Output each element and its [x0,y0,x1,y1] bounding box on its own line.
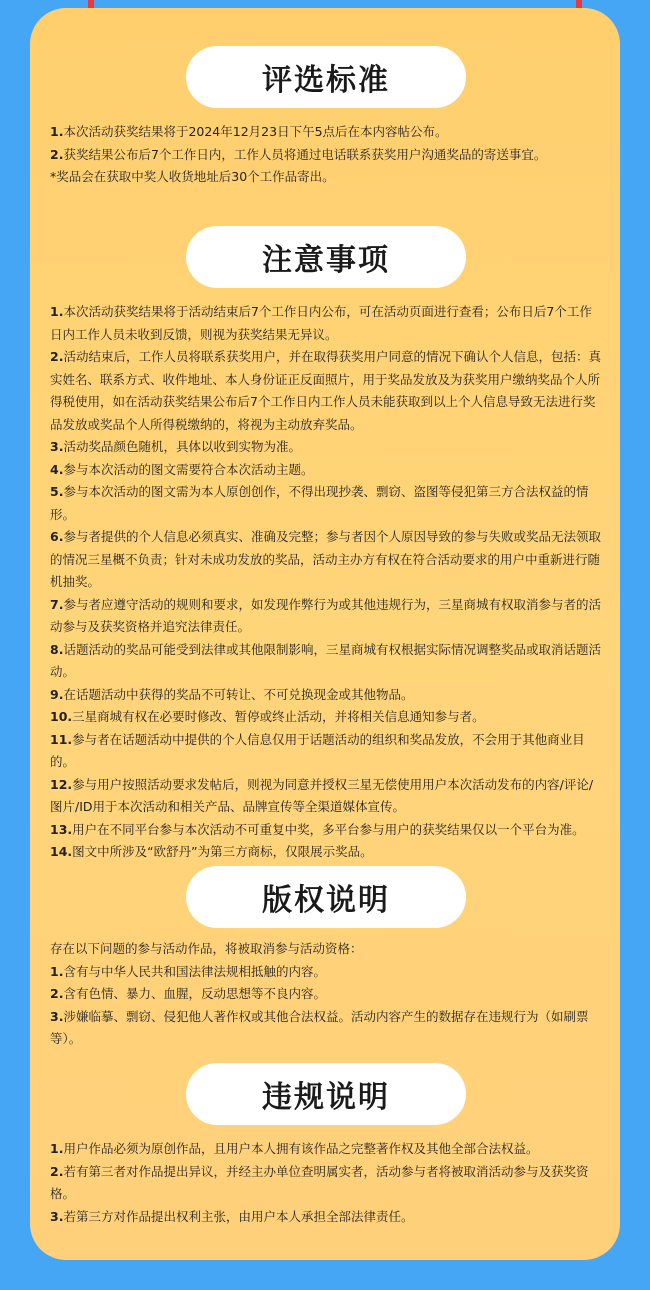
list-item: 9.在话题活动中获得的奖品不可转让、不可兑换现金或其他物品。 [50,686,414,702]
list-item: 1.用户作品必须为原创作品，且用户本人拥有该作品之完整著作权及其他全部合法权益。 [50,1141,539,1156]
section-title-selection-criteria: 评选标准 [186,46,466,108]
list-item: 4.参与本次活动的图文需要符合本次活动主题。 [50,461,314,477]
list-item: 2.活动结束后，工作人员将联系获奖用户，并在取得获奖用户同意的情况下确认个人信息，包括：真实姓名、联系方式、收件地址、本人身份证正反面照片，用于奖品发放及为获奖用户缴纳奖品个人所得税使用，如在活动获奖结果公布后7个工作日内工作人员未能获取到以上个人信息导致无法进行奖品发放或奖品个人所得税缴纳的，将视为主动放弃奖品。 [50,349,601,432]
list-item: 2.含有色情、暴力、血腥，反动思想等不良内容。 [50,986,326,1001]
list-item: 11.参与者在话题活动中提供的个人信息仅用于话题活动的组织和奖品发放，不会用于其他商业目的。 [50,731,585,769]
rules-card [30,8,620,1260]
list-item: 2.若有第三者对作品提出异议，并经主办单位查明属实者，活动参与者将被取消活动参与及获奖资格。 [50,1163,589,1201]
section-title-violations: 违规说明 [186,1063,466,1125]
copyright-body [50,938,602,1051]
selection-criteria-body [50,121,602,189]
list-item: 1.含有与中华人民共和国法律法规相抵触的内容。 [50,963,326,979]
list-item: 12.参与用户按照活动要求发帖后，则视为同意并授权三星无偿使用用户本次活动发布的内容/评论/图片/ID用于本次活动和相关产品、品牌宣传等全渠道媒体宣传。 [50,776,594,814]
section-title-notes: 注意事项 [186,226,466,288]
list-item: 1.本次活动获奖结果将于活动结束后7个工作日内公布，可在活动页面进行查看；公布日后7个工作日内工作人员未收到反馈，则视为获奖结果无异议。 [50,304,592,342]
section-title-copyright: 版权说明 [186,866,466,928]
list-item: 13.用户在不同平台参与本次活动不可重复中奖，多平台参与用户的获奖结果仅以一个平台为准。 [50,821,585,837]
notes-body [50,301,602,864]
list-item: 14.图文中所涉及“欧舒丹”为第三方商标，仅限展示奖品。 [50,844,373,859]
list-item: 7.参与者应遵守活动的规则和要求，如发现作弊行为或其他违规行为，三星商城有权取消参与者的活动参与及获奖资格并追究法律责任。 [50,596,601,634]
list-item: 10.三星商城有权在必要时修改、暂停或终止活动，并将相关信息通知参与者。 [50,709,485,724]
list-item: 存在以下问题的参与活动作品，将被取消参与活动资格： [50,941,363,956]
violations-body [50,1138,602,1228]
list-item: 6.参与者提供的个人信息必须真实、准确及完整；参与者因个人原因导致的参与失败或奖品无法领取的情况三星概不负责；针对未成功发放的奖品，活动主办方有权在符合活动要求的用户中重新进行随机抽奖。 [50,529,601,589]
list-item: 8.话题活动的奖品可能受到法律或其他限制影响，三星商城有权根据实际情况调整奖品或取消话题活动。 [50,641,601,679]
list-item: 3.活动奖品颜色随机，具体以收到实物为准。 [50,439,301,454]
list-item: *奖品会在获取中奖人收货地址后30个工作品寄出。 [50,169,335,184]
list-item: 3.涉嫌临摹、剽窃、侵犯他人著作权或其他合法权益。活动内容产生的数据存在违规行为（如刷票等）。 [50,1008,589,1046]
list-item: 5.参与本次活动的图文需为本人原创创作，不得出现抄袭、剽窃、盗图等侵犯第三方合法权益的情形。 [50,484,589,522]
list-item: 2.获奖结果公布后7个工作日内，工作人员将通过电话联系获奖用户沟通奖品的寄送事宜。 [50,146,547,162]
list-item: 1.本次活动获奖结果将于2024年12月23日下午5点后在本内容帖公布。 [50,124,448,139]
list-item: 3.若第三方对作品提出权利主张，由用户本人承担全部法律责任。 [50,1208,414,1224]
